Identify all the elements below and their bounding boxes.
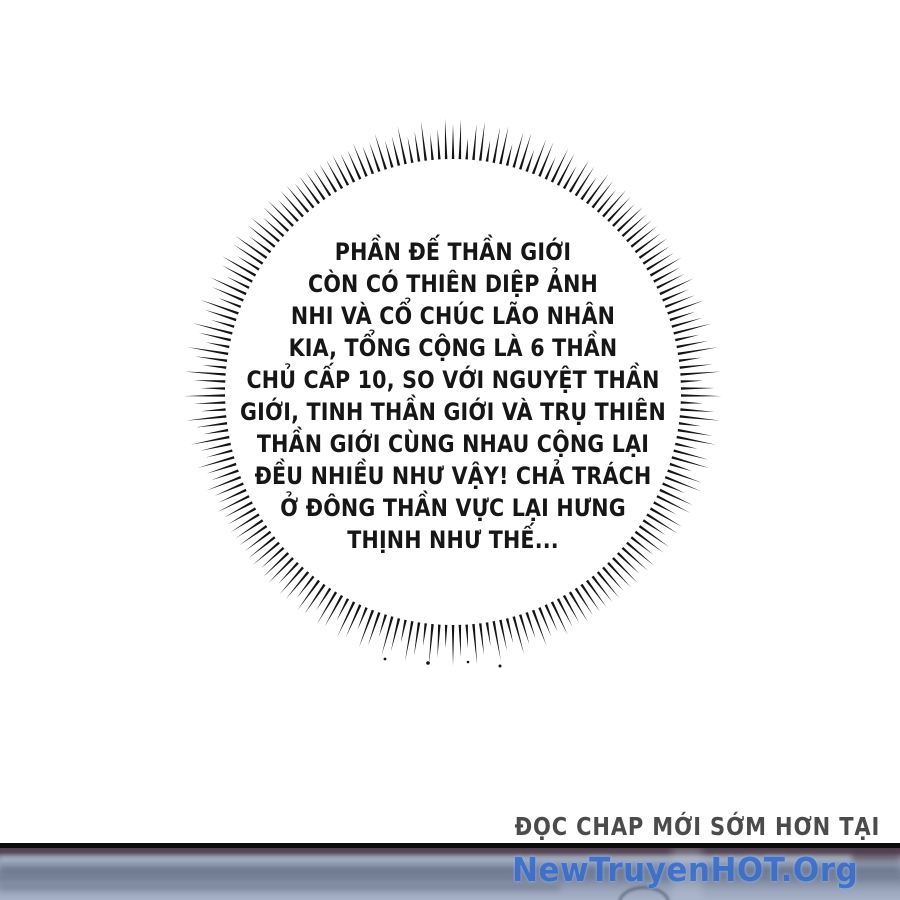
speech-line: THẦN GIỚI CÙNG NHAU CỘNG LẠI: [256, 430, 650, 458]
promo-text: ĐỌC CHAP MỚI SỚM HƠN TẠI: [514, 812, 880, 841]
strip-dark-streak: [0, 884, 560, 891]
speech-bubble-text: [178, 236, 728, 556]
speech-line: CÒN CÓ THIÊN DIỆP ẢNH: [307, 270, 598, 298]
speech-line: GIỚI, TINH THẦN GIỚI VÀ TRỤ THIÊN: [240, 398, 666, 426]
speech-line: PHẦN ĐẾ THẦN GIỚI: [334, 238, 572, 266]
speech-line: NHI VÀ CỔ CHÚC LÃO NHÂN: [290, 302, 616, 330]
speech-line: Ở ĐÔNG THẦN VỰC LẠI HƯNG: [280, 494, 626, 522]
speech-line: KIA, TỔNG CỘNG LÀ 6 THẦN: [288, 334, 618, 362]
speech-line: CHỦ CẤP 10, SO VỚI NGUYỆT THẦN: [246, 366, 660, 394]
watermark-text: NewTruyenHOT.Org: [511, 850, 858, 889]
strip-smudge: [852, 848, 900, 862]
speech-line: ĐỀU NHIỀU NHƯ VẬY! CHẢ TRÁCH: [254, 462, 652, 490]
speech-line: THỊNH NHƯ THẾ...: [347, 526, 559, 554]
